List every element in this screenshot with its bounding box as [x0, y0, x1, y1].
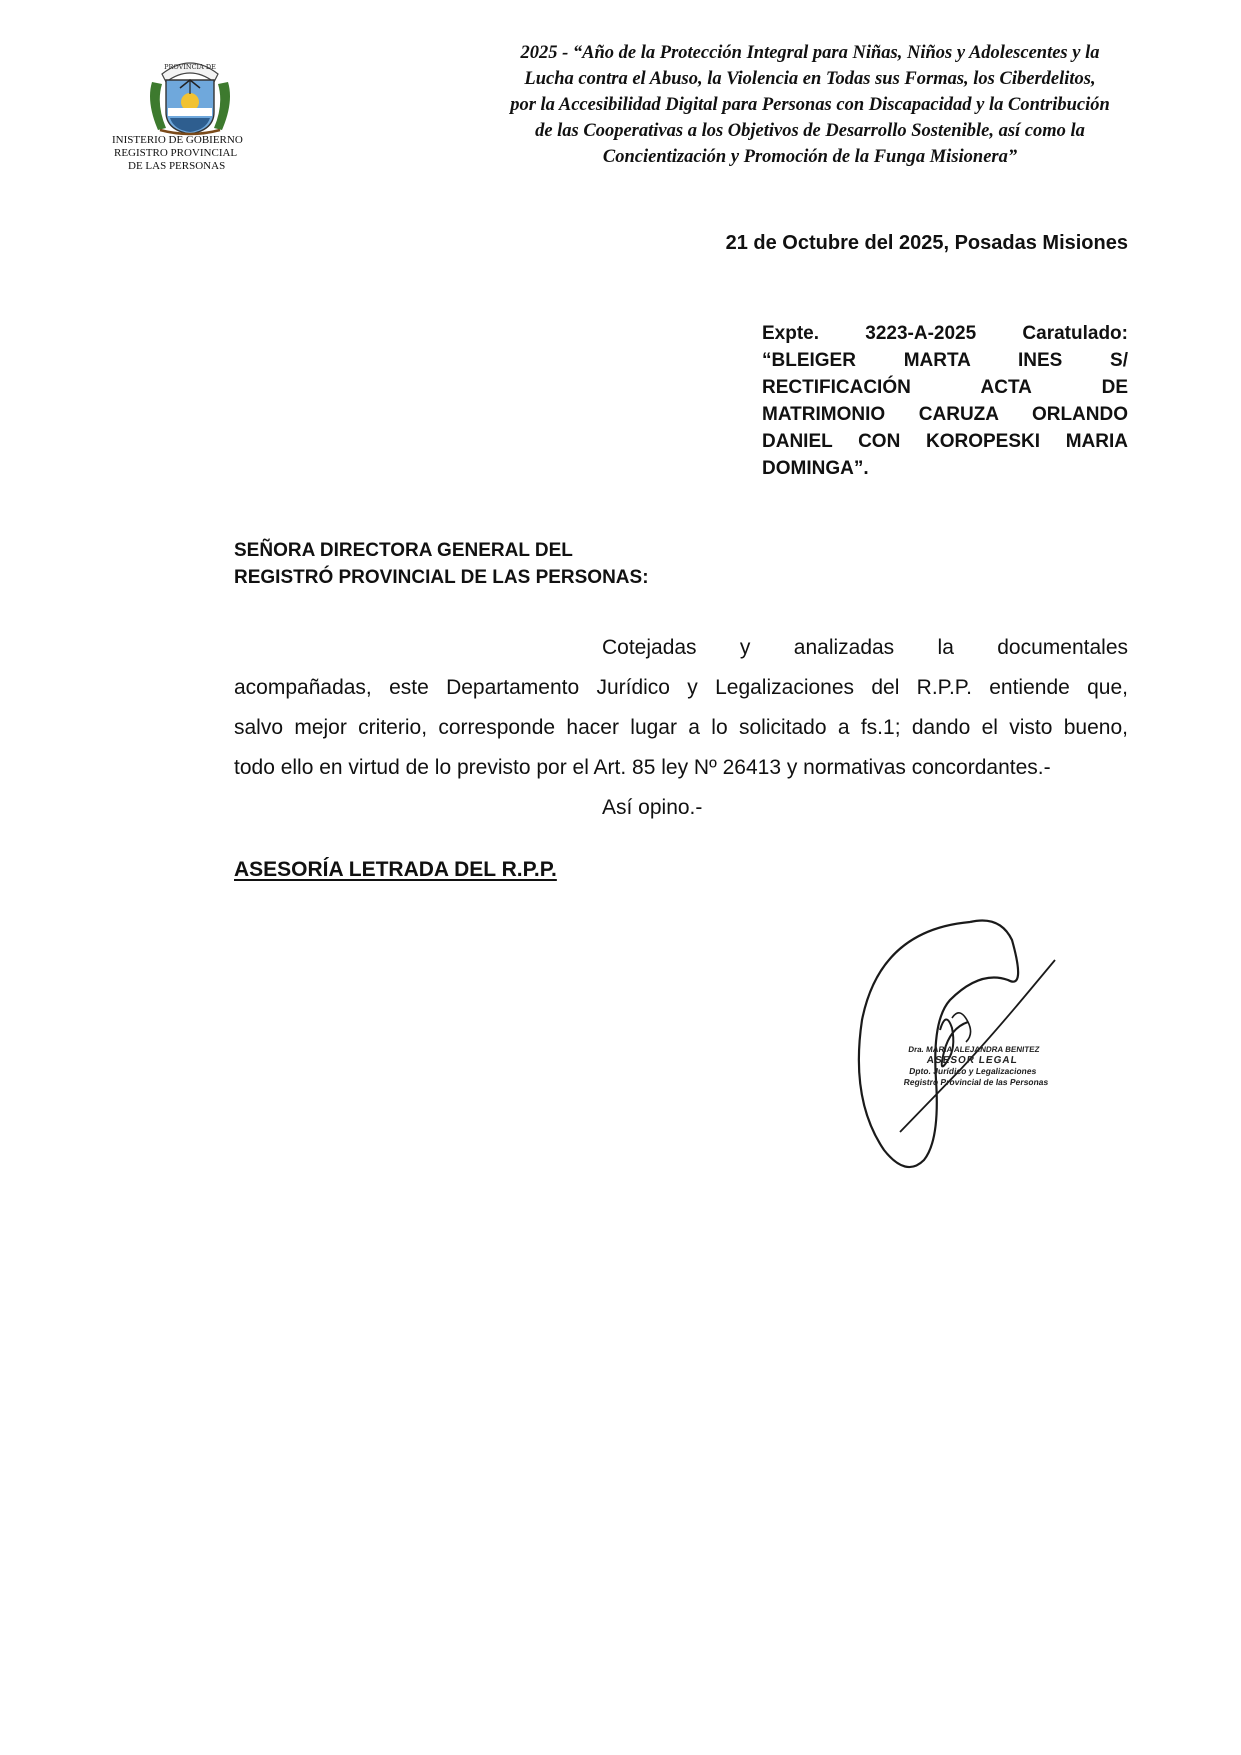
- date-place: 21 de Octubre del 2025, Posadas Misiones: [725, 232, 1128, 254]
- case-line: Expte. 3223-A-2025 Caratulado:: [762, 323, 1128, 344]
- closing-office: ASESORÍA LETRADA DEL R.P.P.: [234, 858, 557, 881]
- signature-block: [840, 910, 1080, 1190]
- ministry-line: INISTERIO DE GOBIERNO: [112, 134, 243, 146]
- case-line: MATRIMONIO CARUZA ORLANDO: [762, 404, 1128, 425]
- salutation-line: REGISTRÓ PROVINCIAL DE LAS PERSONAS:: [234, 567, 649, 588]
- case-line: “BLEIGER MARTA INES S/: [762, 350, 1128, 371]
- motto-line: por la Accesibilidad Digital para Personas con Discapacidad y la Contribución: [510, 95, 1110, 115]
- stamp-line: Dra. MARIA ALEJANDRA BENITEZ: [907, 1045, 1041, 1054]
- case-line: DANIEL CON KOROPESKI MARIA: [762, 431, 1128, 452]
- motto-line: Lucha contra el Abuso, la Violencia en Todas sus Formas, los Ciberdelitos,: [524, 69, 1096, 89]
- case-line: DOMINGA”.: [762, 458, 869, 479]
- year-motto: [450, 40, 1170, 170]
- salutation: [234, 537, 649, 591]
- stamp-line: Registro Provincial de las Personas: [903, 1077, 1050, 1087]
- stamp-line: ASESOR LEGAL: [926, 1055, 1019, 1066]
- stamp-line: Dpto. Jurídico y Legalizaciones: [908, 1066, 1038, 1076]
- body-line: acompañadas, este Departamento Jurídico y Legalizaciones del R.P.P. entiende que,: [234, 676, 1128, 699]
- svg-text:PROVINCIA DE: PROVINCIA DE: [164, 63, 216, 71]
- case-line: RECTIFICACIÓN ACTA DE: [762, 377, 1128, 398]
- body-line-closing: Así opino.-: [602, 796, 703, 819]
- ministry-line: REGISTRO PROVINCIAL: [114, 147, 238, 159]
- motto-line: de las Cooperativas a los Objetivos de Desarrollo Sostenible, así como la: [535, 121, 1085, 141]
- body-line: todo ello en virtud de lo previsto por el Art. 85 ley Nº 26413 y normativas concordantes.-: [234, 756, 1051, 779]
- salutation-line: SEÑORA DIRECTORA GENERAL DEL: [234, 540, 573, 561]
- signature-stamp: [903, 1044, 1069, 1088]
- coat-of-arms-misiones-icon: [140, 52, 240, 137]
- ministry-block: [112, 134, 282, 173]
- motto-line: Concientización y Promoción de la Funga Misionera”: [602, 147, 1018, 167]
- ministry-line: DE LAS PERSONAS: [128, 160, 226, 172]
- opinion-body: [234, 628, 1128, 828]
- motto-line: 2025 - “Año de la Protección Integral para Niñas, Niños y Adolescentes y la: [520, 43, 1100, 63]
- body-line: Cotejadas y analizadas la documentales: [602, 636, 1128, 659]
- case-reference: [762, 320, 1128, 482]
- body-line: salvo mejor criterio, corresponde hacer lugar a lo solicitado a fs.1; dando el visto bueno,: [234, 716, 1128, 739]
